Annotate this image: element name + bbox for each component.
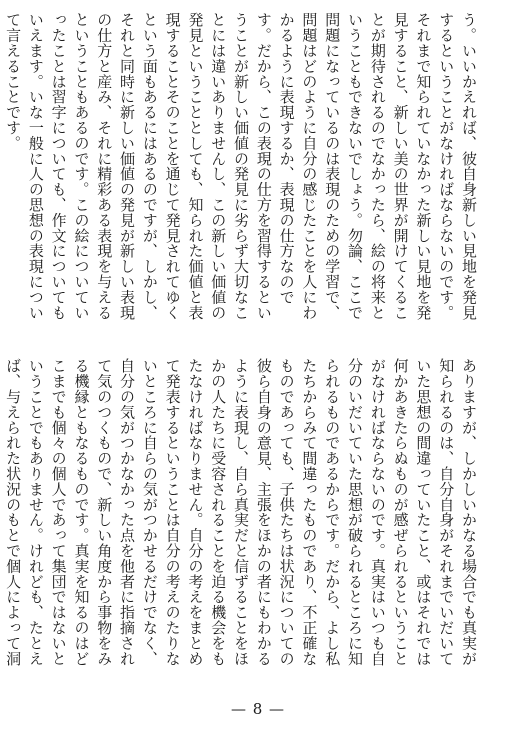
upper-text-block: [4, 12, 480, 322]
lower-text-block: [4, 358, 480, 670]
paragraph: う。いいかえれば、彼自身新しい見地を発見するということがなければならないのです。それまで知られていなかった新しい見地を発見すること、新しい美の世界が開けてくることが期待されるのでなかったら、絵の将来ということもできないでしょう。勿論、ここで問題になっているのは表現のための学習で、問題はどのように自分の感じたことを人にわかるように表現するか、表現の仕方なのです。だから、この表現の仕方を習得するということが新しい価値の発見に劣らず大切なことには違いありませんし、この新しい価値の発見ということとしても、知られた価値と表現することそのことを通じて発見されてゆくという面もあるにはあるのですが、しかし、それと同時に新しい価値の発見が新しい表現の仕方と産み、それに精彩ある表現を与えるということもあるのです。この絵についていったことは習字についても、作文についてもいえます。いな一般に人の思想の表現について言えることです。: [4, 12, 478, 320]
paragraph: [0, 12, 1, 322]
page-number: — 8 —: [230, 700, 286, 718]
paragraph: ありますが、しかしいかなる場合でも真実が知られるのは、自分自身がそれまでいだいていた思想の間違っていたこと、或はそれでは何かあきたらぬものが感ぜられるということがなければならないのです。真実はいつも自分のいだいていた思想が破られるところに知られるものであるからです。だから、よし私たちからみて間違ったものであり、不正確なものであっても、子供たちは状況についての彼ら自身の意見、主張をほかの者にもわかるように表現し、自ら真実だと信ずることをほかの人たちに受容されることを迫る機会をもたなければなりません。自分の考えをまとめて発表するということは自分の考えのたりないところに自らの気がつかせるだけでなく、自分の気がつかなかった点を他者に指摘されて気のつくもので、新しい角度から事物をみる機縁ともなるものです。真実を知るのはどこまでも個々の個人であって集団ではないということでもありません。けれども、たとえば、与えられた状況のもとで個人によって洞: [4, 358, 478, 666]
